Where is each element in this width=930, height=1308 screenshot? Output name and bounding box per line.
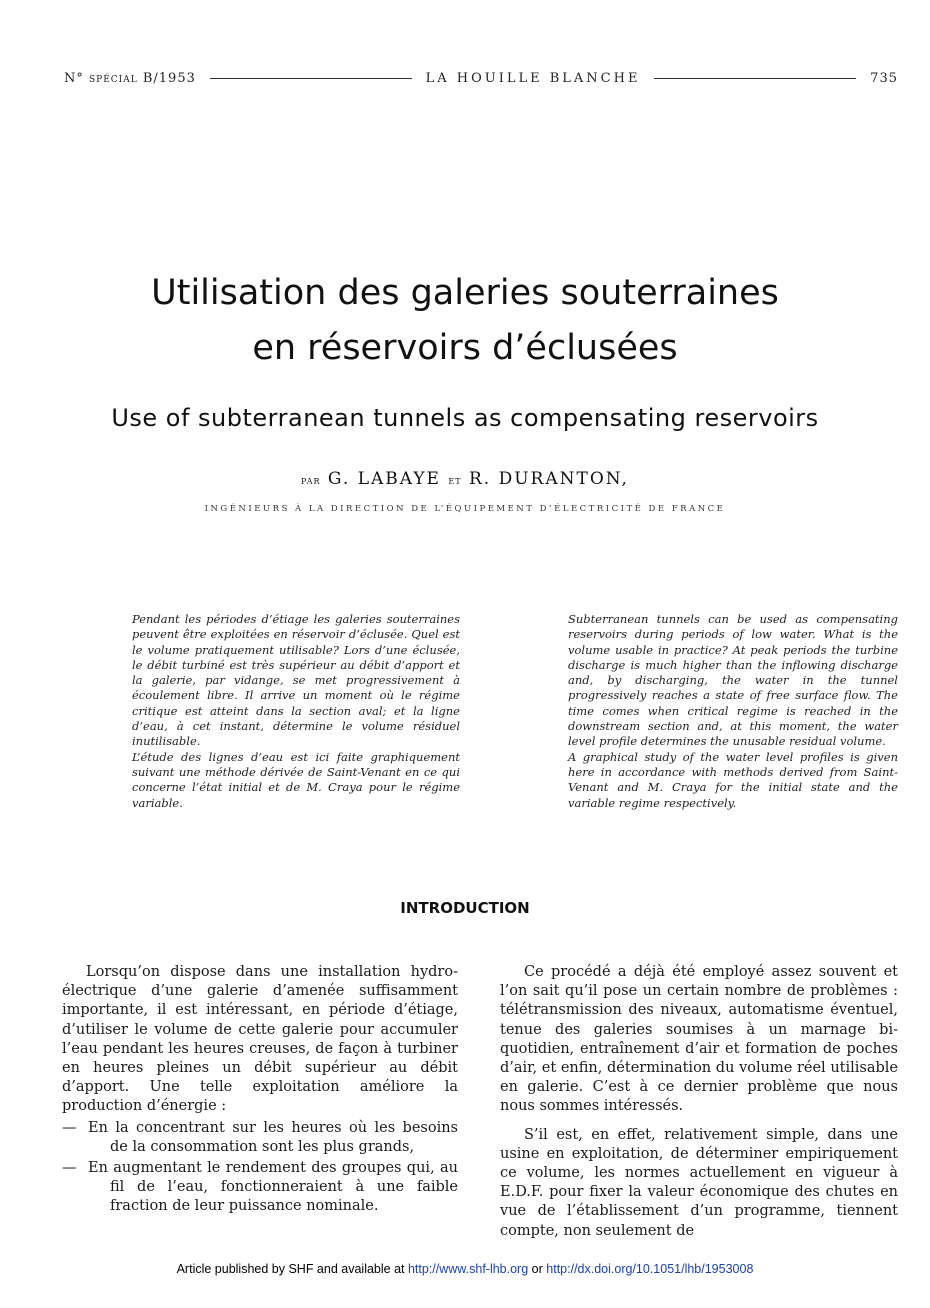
author-1: G. LABAYE bbox=[327, 469, 441, 489]
body-paragraph: Lorsqu’on dispose dans une installation hydro-électrique d’une galerie d’amenée suffisamment importante, il est intéressant, en période d’étiage, d’utiliser le volume de cette galerie pour accumuler l’eau pendant les heures creuses, de façon à turbiner en heures pleines un débit supérieur au débit d’apport. Une telle exploitation améliore la production d’énergie : bbox=[62, 964, 458, 1115]
list-item-text: En la concentrant sur les heures où les besoins de la consommation sont les plus grands, bbox=[88, 1119, 458, 1155]
abstract-french-paragraph-1: Pendant les périodes d’étiage les galeries souterraines peuvent être exploitées en réservoir d’éclusée. Quel est le volume pratiquement utilisable? Lors d’une éclusée, le débit turbiné est très supérieur au débit d’apport et la galerie, par vidange, se met progressivement à écoulement libre. Il arrive un moment où le régime critique est atteint dans la section aval; et la ligne d’eau, à cet instant, détermine le volume résiduel inutilisable. bbox=[132, 612, 460, 749]
affiliation: INGÉNIEURS À LA DIRECTION DE L’ÉQUIPEMENT D’ÉLECTRICITÉ DE FRANCE bbox=[204, 504, 726, 514]
header-rule-right bbox=[654, 78, 856, 79]
doi-link[interactable]: http://dx.doi.org/10.1051/lhb/1953008 bbox=[546, 1262, 754, 1276]
journal-name: LA HOUILLE BLANCHE bbox=[425, 70, 641, 86]
shf-lhb-link[interactable]: http://www.shf-lhb.org bbox=[407, 1262, 529, 1276]
body-column-right bbox=[500, 963, 898, 1241]
footer-or: or bbox=[531, 1262, 543, 1276]
list-item-text: En augmentant le rendement des groupes qui, au fil de l’eau, fonctionneraient à une faible fraction de leur puissance nominale. bbox=[88, 1160, 458, 1215]
abstract-english bbox=[568, 612, 898, 811]
byline-et: et bbox=[448, 474, 462, 487]
list-item bbox=[62, 1159, 458, 1217]
author-2: R. DURANTON, bbox=[468, 469, 629, 489]
issue-label: N° spécial B/1953 bbox=[64, 70, 196, 86]
body-paragraph: S’il est, en effet, relativement simple, dans une usine en exploitation, de déterminer empiriquement ce volume, les normes actuellement en vigueur à E.D.F. pour fixer la valeur économique des chutes en vue de l’établissement d’un programme, tiennent compte, non seulement de bbox=[500, 1126, 898, 1239]
list-dash: — bbox=[62, 1119, 77, 1136]
footer-prefix: Article published by SHF and available at bbox=[176, 1262, 405, 1276]
list-item bbox=[62, 1119, 458, 1157]
publication-footer bbox=[0, 1262, 930, 1276]
abstract-english-paragraph-2: A graphical study of the water level profiles is given here in accordance with methods derived from Saint-Venant and M. Craya for the initial state and the variable regime respectively. bbox=[568, 749, 898, 810]
section-heading-introduction: INTRODUCTION bbox=[400, 899, 530, 917]
title-french-line-2: en réservoirs d’éclusées bbox=[252, 328, 678, 368]
byline bbox=[0, 469, 930, 489]
body-column-left bbox=[62, 963, 458, 1217]
abstract-french-paragraph-2: L’étude des lignes d’eau est ici faite graphiquement suivant une méthode dérivée de Saint-Venant en ce qui concerne l’état initial et de M. Craya pour le régime variable. bbox=[132, 749, 460, 810]
abstract-english-paragraph-1: Subterranean tunnels can be used as compensating reservoirs during periods of low water. What is the volume usable in practice? At peak periods the turbine discharge is much higher than the inflowing discharge and, by discharging, the water in the tunnel progressively reaches a state of free surface flow. The time comes when critical regime is reached in the downstream section and, at this moment, the water level profile determines the unusable residual volume. bbox=[568, 612, 898, 749]
title-french-line-1: Utilisation des galeries souterraines bbox=[151, 273, 779, 313]
body-paragraph: Ce procédé a déjà été employé assez souvent et l’on sait qu’il pose un certain nombre de problèmes : télétransmission des niveaux, automatisme éventuel, tenue des galeries soumises à un marnage bi-quotidien, entraînement d’air et formation de poches d’air, et enfin, détermination du volume réel utilisable en galerie. C’est à ce dernier problème que nous nous sommes intéressés. bbox=[500, 964, 898, 1115]
page-number: 735 bbox=[870, 70, 898, 86]
header-rule-left bbox=[210, 78, 412, 79]
list-dash: — bbox=[62, 1160, 77, 1177]
abstract-french bbox=[132, 612, 460, 811]
running-header bbox=[64, 66, 898, 90]
title-english: Use of subterranean tunnels as compensating reservoirs bbox=[111, 404, 819, 432]
byline-par: par bbox=[301, 474, 321, 487]
